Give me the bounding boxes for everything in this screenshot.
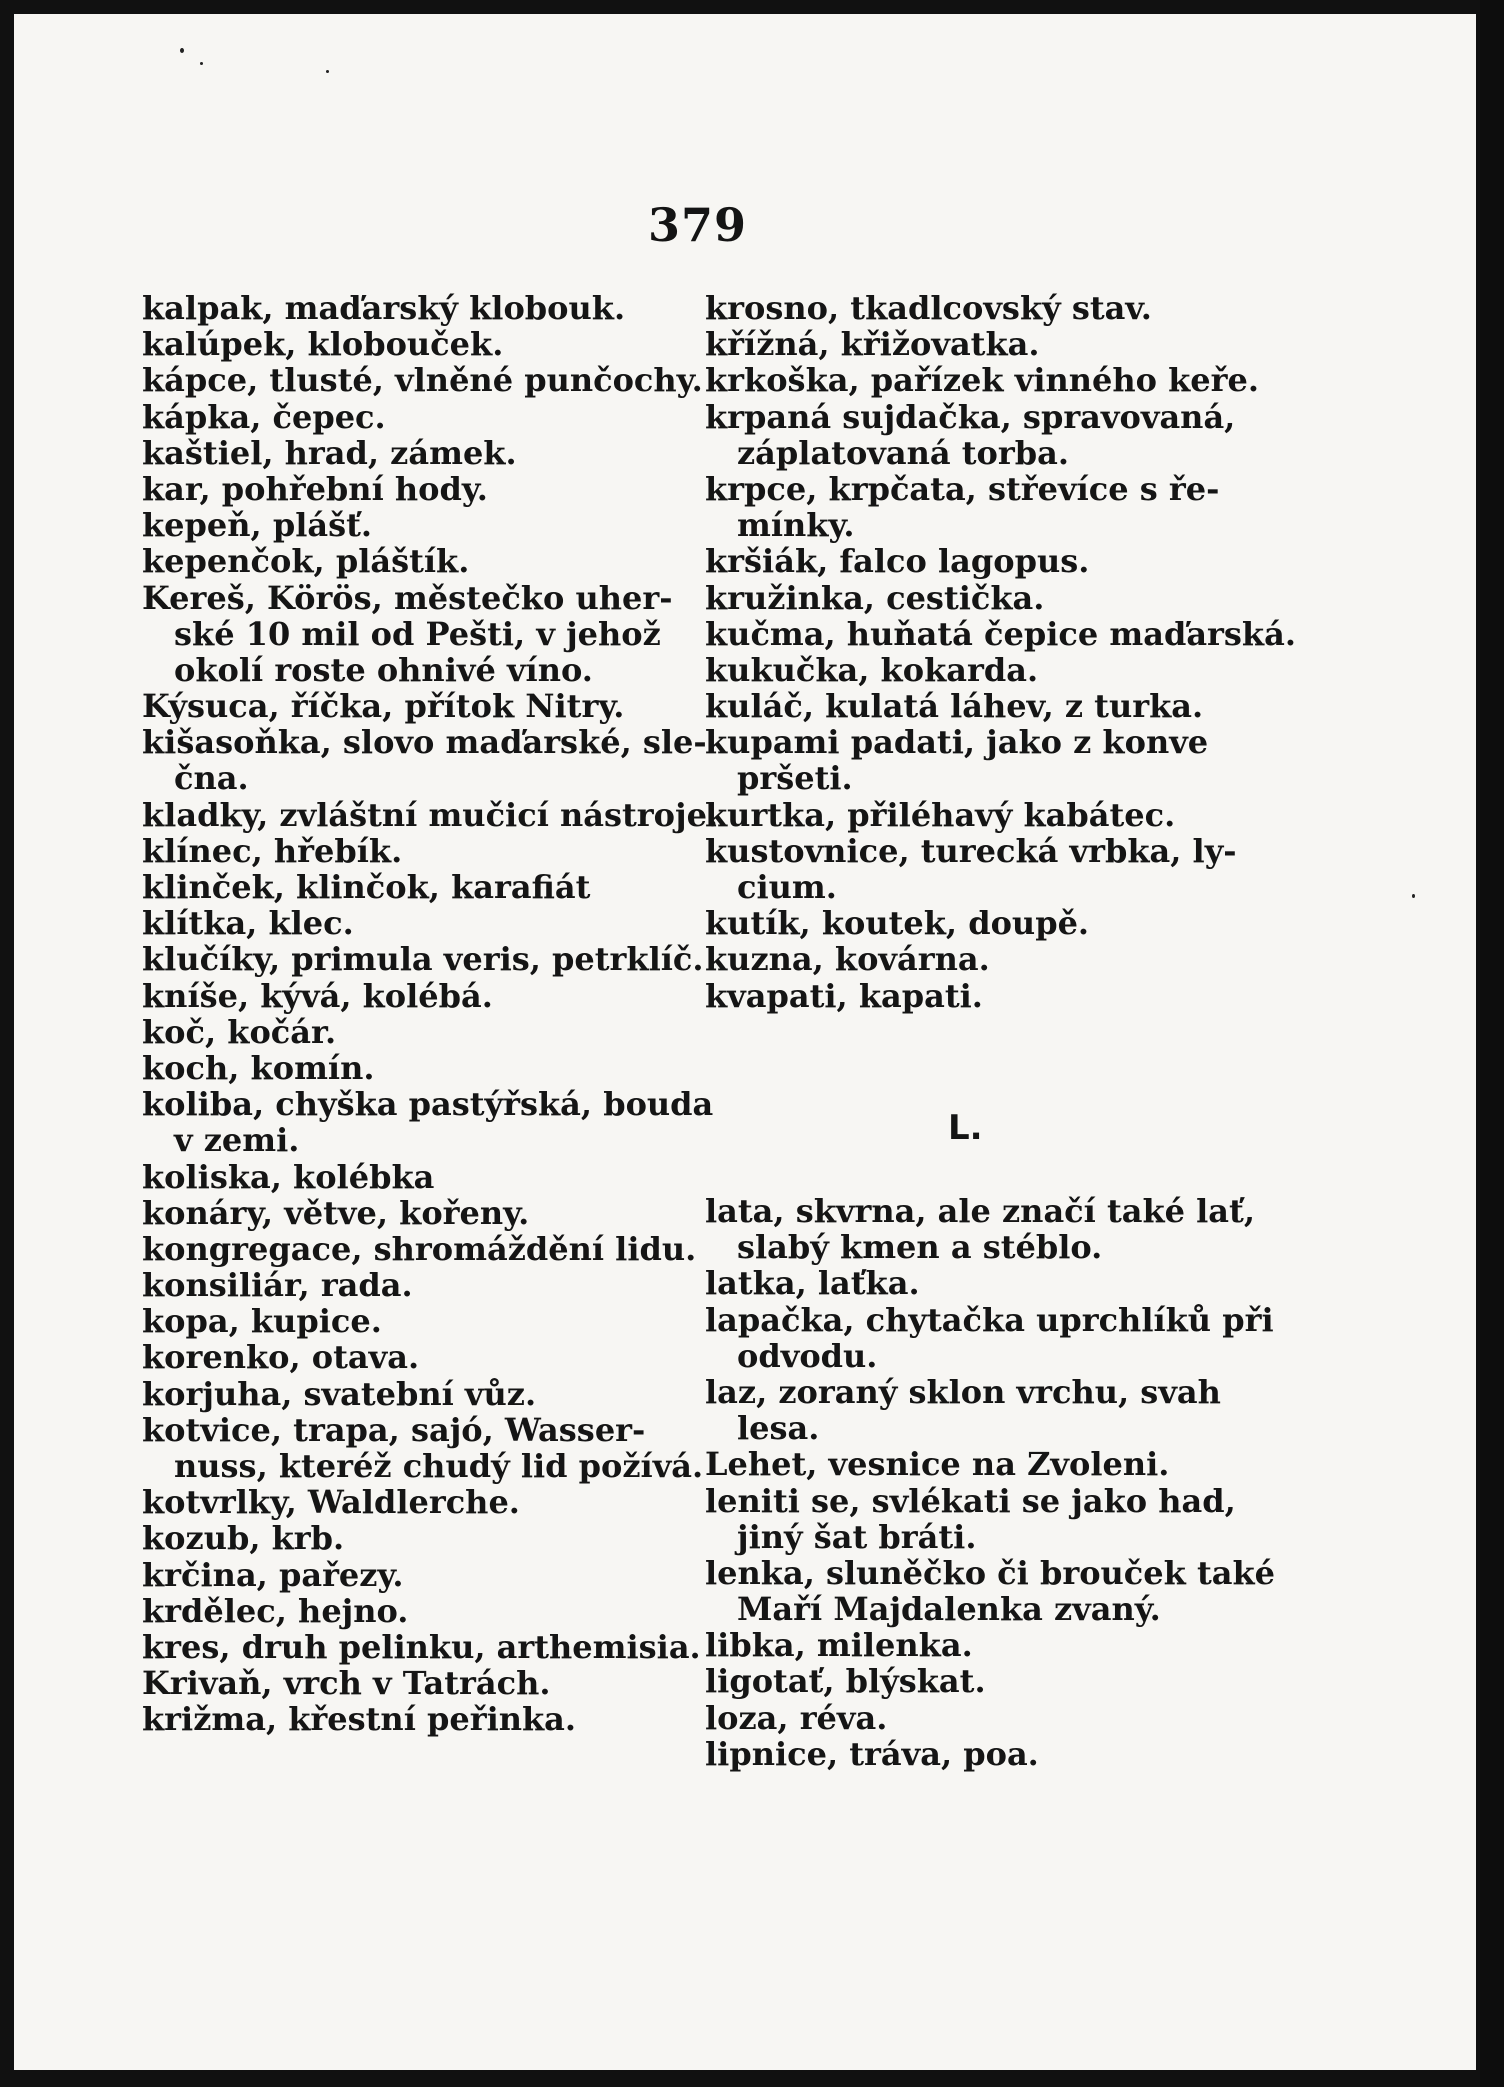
dictionary-entry: Kereš, Körös, městečko uher- (142, 578, 673, 617)
dictionary-entry: klinček, klinčok, karafiát (142, 868, 591, 906)
dictionary-entry: klučíky, primula veris, petrklíč. (142, 940, 704, 979)
entry-continuation: pršeti. (737, 759, 853, 798)
dictionary-entry: koliska, kolébka (142, 1157, 435, 1196)
dictionary-entry: kukučka, kokarda. (705, 650, 1039, 689)
dictionary-entry: kustovnice, turecká vrbka, ly- (705, 831, 1237, 870)
entry-continuation: mínky. (737, 506, 855, 545)
dictionary-entry: kopa, kupice. (142, 1302, 382, 1341)
dictionary-entry: lata, skvrna, ale značí také lať, (705, 1192, 1255, 1230)
dictionary-entry: kružinka, cestička. (705, 578, 1045, 617)
dictionary-entry: latka, laťka. (705, 1264, 920, 1303)
dictionary-entry: kníše, kývá, kolébá. (142, 976, 493, 1015)
right-column-top (705, 289, 1296, 1015)
dictionary-entry: Lehet, vesnice na Zvoleni. (705, 1445, 1170, 1484)
entry-continuation: čna. (174, 759, 249, 798)
dictionary-entry: ligotať, blýskat. (705, 1662, 986, 1701)
dictionary-entry: krčina, pařezy. (142, 1555, 404, 1594)
dictionary-entry: kurtka, přiléhavý kabátec. (705, 795, 1176, 834)
dictionary-entry: križma, křestní peřinka. (142, 1700, 577, 1739)
entry-continuation: odvodu. (737, 1336, 878, 1375)
dictionary-entry: kupami padati, jako z konve (705, 723, 1209, 762)
dictionary-entry: krosno, tkadlcovský stav. (705, 289, 1152, 327)
entry-continuation: nuss, kteréž chudý lid požívá. (174, 1447, 704, 1485)
dictionary-entry: konáry, větve, kořeny. (142, 1193, 530, 1232)
dictionary-entry: korjuha, svatební vůz. (142, 1374, 537, 1413)
dictionary-entry: kepeň, plášť. (142, 506, 373, 545)
dictionary-entry: lapačka, chytačka uprchlíků při (705, 1300, 1274, 1339)
dictionary-entry: kozub, krb. (142, 1519, 345, 1558)
entry-continuation: Maří Majdalenka zvaný. (737, 1590, 1161, 1629)
entry-continuation: slabý kmen a stéblo. (737, 1228, 1103, 1267)
dust-speck (180, 48, 184, 53)
dictionary-entry: laz, zoraný sklon vrchu, svah (705, 1372, 1221, 1411)
dictionary-entry: leniti se, svlékati se jako had, (705, 1481, 1236, 1520)
entry-continuation: záplatovaná torba. (737, 433, 1069, 472)
dictionary-entry: křížná, křižovatka. (705, 325, 1040, 364)
dictionary-entry: kres, druh pelinku, arthemisia. (142, 1627, 701, 1666)
dictionary-entry: Kýsuca, říčka, přítok Nitry. (142, 687, 625, 726)
dictionary-entry: kladky, zvláštní mučicí nástroje. (142, 795, 719, 834)
dictionary-entry: kršiák, falco lagopus. (705, 542, 1090, 581)
scan-edge (1480, 0, 1504, 2087)
dictionary-entry: kotvice, trapa, sajó, Wasser- (142, 1410, 646, 1449)
dictionary-entry: kalúpek, klobouček. (142, 325, 504, 364)
entry-continuation: jiný šat bráti. (737, 1517, 977, 1556)
dictionary-entry: kar, pohřební hody. (142, 469, 488, 508)
entry-continuation: okolí roste ohnivé víno. (174, 650, 593, 689)
dictionary-entry: Krivaň, vrch v Tatrách. (142, 1664, 551, 1703)
dictionary-entry: kalpak, maďarský klobouk. (142, 289, 626, 327)
dictionary-entry: loza, réva. (705, 1698, 888, 1737)
dust-speck (326, 70, 329, 73)
dictionary-entry: kišasoňka, slovo maďarské, sle- (142, 723, 707, 762)
page-number: 379 (648, 198, 748, 252)
dictionary-entry: krpce, krpčata, střevíce s ře- (705, 469, 1220, 508)
dictionary-entry: kuláč, kulatá láhev, z turka. (705, 687, 1204, 726)
dictionary-entry: kepenčok, pláštík. (142, 542, 470, 581)
dictionary-entry: kučma, huňatá čepice maďarská. (705, 614, 1296, 653)
dust-speck (1412, 894, 1415, 898)
dictionary-entry: konsiliár, rada. (142, 1266, 413, 1305)
dictionary-entry: korenko, otava. (142, 1338, 420, 1377)
dictionary-entry: koliba, chyška pastýřská, bouda (142, 1085, 714, 1124)
dictionary-entry: klítka, klec. (142, 904, 354, 943)
dictionary-entry: lipnice, tráva, poa. (705, 1734, 1039, 1773)
dust-speck (200, 62, 203, 65)
left-column (142, 289, 719, 1739)
dictionary-entry: koch, komín. (142, 1048, 375, 1087)
dictionary-entry: libka, milenka. (705, 1626, 973, 1665)
dictionary-entry: koč, kočár. (142, 1012, 337, 1051)
dictionary-entry: kuzna, kovárna. (705, 940, 990, 979)
section-heading: L. (948, 1108, 983, 1148)
dictionary-entry: kvapati, kapati. (705, 976, 983, 1015)
entry-continuation: cium. (737, 868, 837, 906)
dictionary-entry: kaštiel, hrad, zámek. (142, 433, 517, 472)
dictionary-entry: klínec, hřebík. (142, 831, 403, 870)
dictionary-entry: kápce, tlusté, vlněné punčochy. (142, 361, 703, 400)
dictionary-entry: lenka, sluněčko či brouček také (705, 1553, 1275, 1592)
dictionary-entry: krdělec, hejno. (142, 1591, 409, 1630)
dictionary-entry: kotvrlky, Waldlerche. (142, 1483, 520, 1522)
entry-continuation: ské 10 mil od Pešti, v jehož (174, 614, 661, 653)
dictionary-entry: kutík, koutek, doupě. (705, 904, 1090, 943)
entry-continuation: v zemi. (174, 1121, 300, 1160)
entry-continuation: lesa. (737, 1409, 820, 1448)
right-column-bottom (705, 1192, 1275, 1773)
dictionary-entry: krpaná sujdačka, spravovaná, (705, 397, 1236, 436)
dictionary-entry: kápka, čepec. (142, 397, 386, 436)
dictionary-entry: kongregace, shromáždění lidu. (142, 1229, 697, 1268)
dictionary-entry: krkoška, pařízek vinného keře. (705, 361, 1259, 400)
